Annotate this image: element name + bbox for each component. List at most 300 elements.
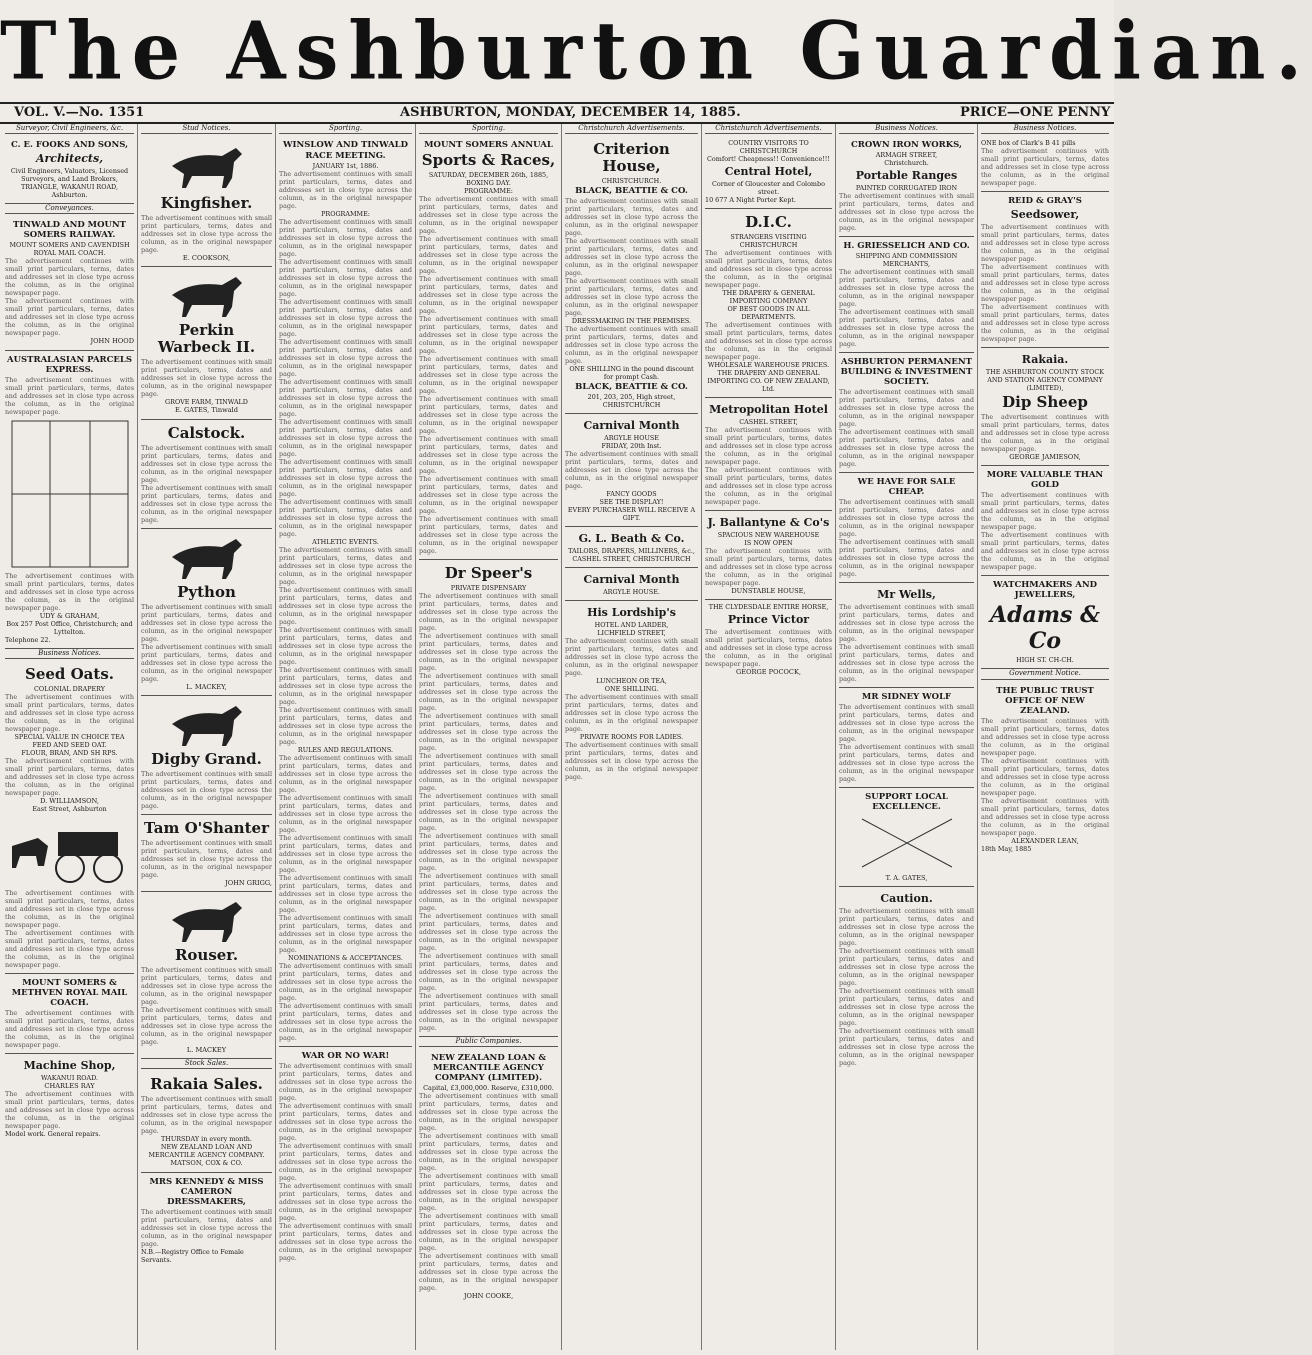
ad-line: EVERY PURCHASER WILL RECEIVE A GIFT. xyxy=(567,506,696,523)
ad-body: The advertisement continues with small print particulars, terms, dates and addresses set in close type across the column, as in the original newspaper page. xyxy=(981,531,1109,572)
ad-title: His Lordship's xyxy=(587,606,676,620)
ad-body: The advertisement continues with small print particulars, terms, dates and addresses set in close type across the column, as in the original newspaper page. xyxy=(839,703,974,744)
column-heading: Business Notices. xyxy=(839,124,974,134)
masthead xyxy=(0,0,1312,100)
ad-title: MRS KENNEDY & MISS CAMERON DRESSMAKERS, xyxy=(149,1176,264,1207)
ad-title: Python xyxy=(177,582,236,601)
ad-body: The advertisement continues with small print particulars, terms, dates and addresses set in close type across the column, as in the original newspaper page. xyxy=(5,757,134,798)
ad-body: The advertisement continues with small print particulars, terms, dates and addresses set in close type across the column, as in the original newspaper page. xyxy=(419,1172,558,1213)
ad-title: Mr Wells, xyxy=(877,588,936,602)
ad-body: The advertisement continues with small print particulars, terms, dates and addresses set in close type across the column, as in the original newspaper page. xyxy=(419,992,558,1033)
advertisement xyxy=(839,237,974,353)
ad-body: The advertisement continues with small print particulars, terms, dates and addresses set in close type across the column, as in the original newspaper page. xyxy=(705,426,832,467)
ad-subtitle: PRIVATE DISPENSARY xyxy=(450,584,527,593)
ad-signature: JOHN GRIGG, xyxy=(225,878,272,887)
ad-title: Carnival Month xyxy=(583,419,680,433)
issue-date: ASHBURTON, MONDAY, DECEMBER 14, 1885. xyxy=(400,105,741,120)
ad-city: Christchurch. xyxy=(884,159,929,168)
ad-body: The advertisement continues with small print particulars, terms, dates and addresses set in close type across the column, as in the original newspaper page. xyxy=(565,637,698,678)
ad-body: The advertisement continues with small print particulars, terms, dates and addresses set in close type across the column, as in the original newspaper page. xyxy=(419,315,558,356)
ad-body: The advertisement continues with small print particulars, terms, dates and addresses set in close type across the column, as in the original newspaper page. xyxy=(839,308,974,349)
ad-title: Caution. xyxy=(880,892,933,906)
ad-title: Perkin Warbeck II. xyxy=(157,321,256,357)
ad-body: The advertisement continues with small print particulars, terms, dates and addresses set in close type across the column, as in the original newspaper page. xyxy=(5,257,134,298)
ad-body: The advertisement continues with small print particulars, terms, dates and addresses set in close type across the column, as in the original newspaper page. xyxy=(279,1102,412,1143)
ad-subtitle: Seedsower, xyxy=(1010,208,1080,222)
ad-body: The advertisement continues with small print particulars, terms, dates and addresses set in close type across the column, as in the original newspaper page. xyxy=(279,258,412,299)
advertisement xyxy=(141,420,272,529)
ad-subtitle: ARGYLE HOUSE. xyxy=(603,588,660,597)
ad-body: The advertisement continues with small print particulars, terms, dates and addresses set in close type across the column, as in the original newspaper page. xyxy=(5,1009,134,1050)
ad-line: LUNCHEON OR TEA, xyxy=(596,677,667,686)
ad-body: The advertisement continues with small print particulars, terms, dates and addresses set in close type across the column, as in the original newspaper page. xyxy=(419,475,558,516)
ad-body: The advertisement continues with small print particulars, terms, dates and addresses set in close type across the column, as in the original newspaper page. xyxy=(839,987,974,1028)
ad-firm-logo: Adams & Co xyxy=(990,602,1100,655)
ad-body: The advertisement continues with small print particulars, terms, dates and addresses set in close type across the column, as in the original newspaper page. xyxy=(981,263,1109,304)
ad-body: The advertisement continues with small print particulars, terms, dates and addresses set in close type across the column, as in the original newspaper page. xyxy=(279,418,412,459)
advertisement xyxy=(839,473,974,583)
ad-body: The advertisement continues with small print particulars, terms, dates and addresses set in close type across the column, as in the original newspaper page. xyxy=(419,792,558,833)
ad-body: The advertisement continues with small print particulars, terms, dates and addresses set in close type across the column, as in the original newspaper page. xyxy=(419,672,558,713)
advertisement xyxy=(141,1071,272,1172)
ad-title: Carnival Month xyxy=(583,573,680,587)
ad-subtitle: RACE MEETING. xyxy=(305,151,386,162)
ad-signature: T. A. GATES, xyxy=(885,874,928,883)
column-4 xyxy=(416,124,562,1350)
ad-title: Criterion House, xyxy=(593,140,670,176)
ad-body: The advertisement continues with small print particulars, terms, dates and addresses set in close type across the column, as in the original newspaper page. xyxy=(839,1027,974,1068)
ad-title: Calstock. xyxy=(167,423,246,442)
ad-body: The advertisement continues with small print particulars, terms, dates and addresses set in close type across the column, as in the original newspaper page. xyxy=(419,235,558,276)
ad-title: SUPPORT LOCAL EXCELLENCE. xyxy=(865,792,948,813)
ad-body: The advertisement continues with small print particulars, terms, dates and addresses set in close type across the column, as in the original newspaper page. xyxy=(141,1207,272,1248)
ad-body: The advertisement continues with small print particulars, terms, dates and addresses set in close type across the column, as in the original newspaper page. xyxy=(981,716,1109,757)
ad-subtitle: Architects, xyxy=(35,152,104,166)
ad-body: The advertisement continues with small print particulars, terms, dates and addresses set in close type across the column, as in the original newspaper page. xyxy=(419,395,558,436)
ad-subtitle: TAILORS, DRAPERS, MILLINERS, &c., xyxy=(568,547,695,556)
ad-body: The advertisement continues with small print particulars, terms, dates and addresses set in close type across the column, as in the original newspaper page. xyxy=(981,413,1109,454)
ad-body: The advertisement continues with small print particulars, terms, dates and addresses set in close type across the column, as in the original newspaper page. xyxy=(279,914,412,955)
advertisement xyxy=(279,1047,412,1266)
ad-subtitle: MOUNT SOMERS AND CAVENDISH ROYAL MAIL COACH. xyxy=(9,241,130,258)
advertisement xyxy=(981,136,1109,192)
ad-signature: ALEXANDER LEAN, xyxy=(1011,836,1079,845)
ad-body: The advertisement continues with small print particulars, terms, dates and addresses set in close type across the column, as in the original newspaper page. xyxy=(5,693,134,734)
ad-line: OF BEST GOODS IN ALL DEPARTMENTS. xyxy=(727,305,810,322)
ad-title: Metropolitan Hotel xyxy=(709,403,828,417)
ad-line: PRIVATE ROOMS FOR LADIES. xyxy=(579,733,684,742)
ad-body: The advertisement continues with small print particulars, terms, dates and addresses set in close type across the column, as in the original newspaper page. xyxy=(141,838,272,879)
ad-line: SEE THE DISPLAY! xyxy=(599,498,664,507)
advertisement xyxy=(5,136,134,204)
advertisement xyxy=(141,1173,272,1268)
advertisement xyxy=(705,136,832,209)
advertisement xyxy=(419,560,558,1037)
ad-body: The advertisement continues with small print particulars, terms, dates and addresses set in close type across the column, as in the original newspaper page. xyxy=(419,752,558,793)
ad-title: MORE VALUABLE THAN GOLD xyxy=(986,470,1104,491)
advertisement xyxy=(705,398,832,511)
ad-body: Civil Engineers, Valuators, Licensed Surveyors, and Land Brokers, TRIANGLE, WAKANUI ROAD, Ashburton. xyxy=(10,167,129,200)
ad-body: The advertisement continues with small print particulars, terms, dates and addresses set in close type across the column, as in the original newspaper page. xyxy=(279,546,412,587)
ad-line: WHOLESALE WAREHOUSE PRICES. xyxy=(707,361,830,370)
ad-subtitle: SHIPPING AND COMMISSION MERCHANTS, xyxy=(855,252,958,269)
horse-image xyxy=(162,898,252,944)
ad-signature: D. WILLIAMSON, xyxy=(40,797,99,806)
ad-body: The advertisement continues with small print particulars, terms, dates and addresses set in close type across the column, as in the original newspaper page. xyxy=(279,754,412,795)
column-7 xyxy=(836,124,978,1350)
advertisement xyxy=(839,788,974,887)
horse-image xyxy=(162,702,252,748)
ad-title: Digby Grand. xyxy=(151,749,262,768)
ad-footer: Model work. General repairs. xyxy=(5,1130,101,1139)
horse-image xyxy=(162,273,252,319)
ad-body: The advertisement continues with small print particulars, terms, dates and addresses set in close type across the column, as in the original newspaper page. xyxy=(279,1062,412,1103)
ad-body: The advertisement continues with small print particulars, terms, dates and addresses set in close type across the column, as in the original newspaper page. xyxy=(705,628,832,669)
newspaper-title: The Ashburton Guardian. xyxy=(0,3,1312,98)
ad-body: The advertisement continues with small print particulars, terms, dates and addresses set in close type across the column, as in the original newspaper page. xyxy=(705,249,832,290)
ad-subtitle: ARGYLE HOUSE xyxy=(604,434,659,443)
advertisement xyxy=(419,136,558,560)
ad-footer: N.B.—Registry Office to Female Servants. xyxy=(141,1247,244,1264)
column-2 xyxy=(138,124,276,1350)
ad-title: MR SIDNEY WOLF xyxy=(861,692,952,703)
ad-farm: GROVE FARM, TINWALD xyxy=(165,398,248,407)
advertisement xyxy=(5,1054,134,1142)
ad-body: The advertisement continues with small print particulars, terms, dates and addresses set in close type across the column, as in the original newspaper page. xyxy=(279,962,412,1003)
ad-body: The advertisement continues with small print particulars, terms, dates and addresses set in close type across the column, as in the original newspaper page. xyxy=(419,1132,558,1173)
advertisement xyxy=(141,815,272,892)
ad-title: MOUNT SOMERS & METHVEN ROYAL MAIL COACH. xyxy=(11,978,128,1009)
advertisement xyxy=(141,696,272,815)
ad-capital: Capital, £3,000,000. Reserve, £310,000. xyxy=(423,1084,554,1093)
ad-city: CHRISTCHURCH xyxy=(739,241,798,250)
ad-body: The advertisement continues with small print particulars, terms, dates and addresses set in close type across the column, as in the original newspaper page. xyxy=(565,693,698,734)
ad-title: ASHBURTON PERMANENT BUILDING & INVESTMENT SOCIETY. xyxy=(840,357,973,388)
column-6 xyxy=(702,124,836,1350)
section-heading: Conveyances. xyxy=(5,204,134,214)
column-heading: Surveyor, Civil Engineers, &c. xyxy=(5,124,134,134)
ad-address: East Street, Ashburton xyxy=(32,805,107,814)
ad-title: THE PUBLIC TRUST OFFICE OF NEW ZEALAND. xyxy=(996,685,1094,716)
advertisement xyxy=(839,688,974,788)
ad-body: The advertisement continues with small print particulars, terms, dates and addresses set in close type across the column, as in the original newspaper page. xyxy=(279,1222,412,1263)
ad-section: RULES AND REGULATIONS. xyxy=(297,746,394,755)
ad-title: NEW ZEALAND LOAN & MERCANTILE AGENCY COMPANY (LIMITED). xyxy=(430,1053,547,1084)
ad-subtitle: STRANGERS VISITING xyxy=(730,233,807,242)
ad-body: The advertisement continues with small print particulars, terms, dates and addresses set in close type across the column, as in the original newspaper page. xyxy=(279,626,412,667)
advertisement xyxy=(565,601,698,785)
ad-body: The advertisement continues with small print particulars, terms, dates and addresses set in close type across the column, as in the original newspaper page. xyxy=(839,268,974,309)
advertisement xyxy=(705,600,832,680)
ad-section: PROGRAMME: xyxy=(321,210,370,219)
ad-line: THURSDAY in every month. xyxy=(161,1135,252,1144)
column-heading: Sporting. xyxy=(279,124,412,134)
ad-body: The advertisement continues with small print particulars, terms, dates and addresses set in close type across the column, as in the original newspaper page. xyxy=(565,197,698,238)
ad-body: The advertisement continues with small print particulars, terms, dates and addresses set in close type across the column, as in the original newspaper page. xyxy=(279,874,412,915)
ad-title: WAR OR NO WAR! xyxy=(301,1051,390,1062)
ad-body: The advertisement continues with small print particulars, terms, dates and addresses set in close type across the column, as in the original newspaper page. xyxy=(141,1095,272,1136)
ad-date: FRIDAY, 20th Inst. xyxy=(601,442,662,451)
advertisement xyxy=(565,136,698,414)
ad-line: THE DRAPERY AND GENERAL IMPORTING CO. OF NEW ZEALAND, Ltd. xyxy=(707,369,830,394)
ad-body: The advertisement continues with small print particulars, terms, dates and addresses set in close type across the column, as in the original newspaper page. xyxy=(419,435,558,476)
advertisement xyxy=(981,192,1109,348)
ad-address: Box 257 Post Office, Christchurch; and Lyttelton. xyxy=(6,619,133,636)
ad-title: Rakaia Sales. xyxy=(150,1075,263,1094)
ad-product: Portable Ranges xyxy=(855,169,958,183)
ad-address: CASHEL STREET, CHRISTCHURCH xyxy=(572,555,691,564)
ad-footer: 10 677 A Night Porter Kept. xyxy=(705,196,796,205)
column-heading: Stud Notices. xyxy=(141,124,272,134)
ad-body: The advertisement continues with small print particulars, terms, dates and addresses set in close type across the column, as in the original newspaper page. xyxy=(839,643,974,684)
ad-title: Prince Victor xyxy=(727,613,810,627)
section-heading: Stock Sales. xyxy=(141,1059,272,1069)
ad-title: MOUNT SOMERS ANNUAL xyxy=(424,140,553,151)
ad-subtitle: CHRISTCHURCH. xyxy=(601,177,662,186)
ad-body: The advertisement continues with small print particulars, terms, dates and addresses set in close type across the column, as in the original newspaper page. xyxy=(981,491,1109,532)
ad-title: Seed Oats. xyxy=(24,665,114,684)
ad-body: The advertisement continues with small print particulars, terms, dates and addresses set in close type across the column, as in the original newspaper page. xyxy=(565,325,698,366)
ad-body: The advertisement continues with small print particulars, terms, dates and addresses set in close type across the column, as in the original newspaper page. xyxy=(981,147,1109,188)
ad-line: IS NOW OPEN xyxy=(744,539,793,548)
ad-body: The advertisement continues with small print particulars, terms, dates and addresses set in close type across the column, as in the original newspaper page. xyxy=(839,603,974,644)
ad-line: Comfort! Cheapness!! Convenience!!! xyxy=(707,155,830,164)
ad-body: The advertisement continues with small print particulars, terms, dates and addresses set in close type across the column, as in the original newspaper page. xyxy=(279,794,412,835)
ad-body: The advertisement continues with small print particulars, terms, dates and addresses set in close type across the column, as in the original newspaper page. xyxy=(141,483,272,524)
ad-title: Dr Speer's xyxy=(444,564,533,583)
ad-place: HIGH ST. CH-CH. xyxy=(1016,656,1074,665)
volume-number: VOL. V.—No. 1351 xyxy=(14,105,145,120)
ad-body: The advertisement continues with small print particulars, terms, dates and addresses set in close type across the column, as in the original newspaper page. xyxy=(839,743,974,784)
ad-body: The advertisement continues with small print particulars, terms, dates and addresses set in close type across the column, as in the original newspaper page. xyxy=(279,666,412,707)
ad-title: ONE box of Clark's B 41 pills xyxy=(981,139,1076,148)
column-1 xyxy=(2,124,138,1350)
advertisement xyxy=(5,216,134,350)
ad-firm: BLACK, BEATTIE & CO. xyxy=(575,382,688,393)
ad-title: AUSTRALASIAN PARCELS EXPRESS. xyxy=(7,354,132,375)
advertisement xyxy=(839,353,974,473)
advertisement xyxy=(839,583,974,688)
ad-body: The advertisement continues with small print particulars, terms, dates and addresses set in close type across the column, as in the original newspaper page. xyxy=(279,170,412,211)
ad-address: Corner of Gloucester and Colombo street. xyxy=(712,180,825,197)
horse-image xyxy=(162,142,252,192)
ad-line: FLOUR, BRAN, AND SH RPS. xyxy=(21,749,118,758)
ad-body: The advertisement continues with small print particulars, terms, dates and addresses set in close type across the column, as in the original newspaper page. xyxy=(981,796,1109,837)
ad-body: The advertisement continues with small print particulars, terms, dates and addresses set in close type across the column, as in the original newspaper page. xyxy=(419,872,558,913)
ad-section: PROGRAMME: xyxy=(464,187,513,196)
ad-body: The advertisement continues with small print particulars, terms, dates and addresses set in close type across the column, as in the original newspaper page. xyxy=(141,769,272,810)
ad-firm: BLACK, BEATTIE & CO. xyxy=(575,186,688,197)
ad-line: PAINTED CORRUGATED IRON xyxy=(855,184,958,193)
ad-body: The advertisement continues with small print particulars, terms, dates and addresses set in close type across the column, as in the original newspaper page. xyxy=(141,443,272,484)
ad-body: The advertisement continues with small print particulars, terms, dates and addresses set in close type across the column, as in the original newspaper page. xyxy=(419,952,558,993)
advertisement xyxy=(565,414,698,527)
advertisement xyxy=(981,348,1109,466)
ad-body: The advertisement continues with small print particulars, terms, dates and addresses set in close type across the column, as in the original newspaper page. xyxy=(565,277,698,318)
advertisement xyxy=(141,267,272,419)
ad-signature: E. COOKSON, xyxy=(182,254,231,263)
specialities-diagram-image xyxy=(852,815,962,871)
ad-subtitle: THE ASHBURTON COUNTY STOCK AND STATION AGENCY COMPANY (LIMITED), xyxy=(985,368,1105,393)
ad-body: The advertisement continues with small print particulars, terms, dates and addresses set in close type across the column, as in the original newspaper page. xyxy=(705,466,832,507)
ad-body: The advertisement continues with small print particulars, terms, dates and addresses set in close type across the column, as in the original newspaper page. xyxy=(5,1090,134,1131)
ad-title: Rouser. xyxy=(174,946,239,965)
ad-product: Dip Sheep xyxy=(1002,393,1088,412)
ad-subtitle: CASHEL STREET, xyxy=(739,418,798,427)
ad-body: The advertisement continues with small print particulars, terms, dates and addresses set in close type across the column, as in the original newspaper page. xyxy=(419,1252,558,1293)
ad-body: The advertisement continues with small print particulars, terms, dates and addresses set in close type across the column, as in the original newspaper page. xyxy=(419,275,558,316)
ad-body: The advertisement continues with small print particulars, terms, dates and addresses set in close type across the column, as in the original newspaper page. xyxy=(419,515,558,556)
advertisement xyxy=(981,682,1109,857)
ad-signature: DUNSTABLE HOUSE, xyxy=(731,587,806,596)
ad-signature: L. MACKEY xyxy=(186,1046,227,1055)
advertisement xyxy=(5,661,134,974)
section-heading: Government Notice. xyxy=(981,669,1109,679)
ad-body: The advertisement continues with small print particulars, terms, dates and addresses set in close type across the column, as in the original newspaper page. xyxy=(279,498,412,539)
ad-body: The advertisement continues with small print particulars, terms, dates and addresses set in close type across the column, as in the original newspaper page. xyxy=(419,1212,558,1253)
advertisement xyxy=(141,892,272,1059)
ad-body: The advertisement continues with small print particulars, terms, dates and addresses set in close type across the column, as in the original newspaper page. xyxy=(279,298,412,339)
column-3 xyxy=(276,124,416,1350)
ad-body: The advertisement continues with small print particulars, terms, dates and addresses set in close type across the column, as in the original newspaper page. xyxy=(141,214,272,255)
advertisement xyxy=(565,527,698,568)
ad-signature: UDY & GRAHAM, xyxy=(39,611,100,620)
ad-body: The advertisement continues with small print particulars, terms, dates and addresses set in close type across the column, as in the original newspaper page. xyxy=(279,1182,412,1223)
ad-subtitle: Sports & Races, xyxy=(421,151,556,170)
ad-subtitle: HOTEL AND LARDER, xyxy=(594,621,669,630)
ad-title: COUNTRY VISITORS TO CHRISTCHURCH xyxy=(728,139,809,156)
dateline-bar xyxy=(0,102,1114,124)
column-8 xyxy=(978,124,1112,1350)
ad-body: The advertisement continues with small print particulars, terms, dates and addresses set in close type across the column, as in the original newspaper page. xyxy=(419,832,558,873)
ad-line: FANCY GOODS xyxy=(606,490,657,499)
ad-body: The advertisement continues with small print particulars, terms, dates and addresses set in close type across the column, as in the original newspaper page. xyxy=(839,428,974,469)
ad-line: DRESSMAKING IN THE PREMISES. xyxy=(571,317,692,326)
ad-subtitle: THE CLYDESDALE ENTIRE HORSE, xyxy=(708,603,829,612)
ad-body: The advertisement continues with small print particulars, terms, dates and addresses set in close type across the column, as in the original newspaper page. xyxy=(565,741,698,782)
ad-body: The advertisement continues with small print particulars, terms, dates and addresses set in close type across the column, as in the original newspaper page. xyxy=(981,303,1109,344)
ad-date: SATURDAY, DECEMBER 26th, 1885, BOXING DAY. xyxy=(428,171,549,188)
column-heading: Christchurch Advertisements. xyxy=(565,124,698,134)
ad-date: JANUARY 1st, 1886. xyxy=(312,162,379,171)
ad-title: CROWN IRON WORKS, xyxy=(851,140,962,151)
ad-body: The advertisement continues with small print particulars, terms, dates and addresses set in close type across the column, as in the original newspaper page. xyxy=(419,1092,558,1133)
advertisement xyxy=(5,351,134,649)
advertisement xyxy=(839,136,974,237)
ad-body: The advertisement continues with small print particulars, terms, dates and addresses set in close type across the column, as in the original newspaper page. xyxy=(705,321,832,362)
ad-body: The advertisement continues with small print particulars, terms, dates and addresses set in close type across the column, as in the original newspaper page. xyxy=(419,195,558,236)
horse-carriage-image xyxy=(8,816,132,886)
ad-signature: CHARLES RAY xyxy=(44,1082,95,1091)
ad-body: The advertisement continues with small print particulars, terms, dates and addresses set in close type across the column, as in the original newspaper page. xyxy=(141,358,272,399)
advertisement xyxy=(279,136,412,1047)
column-heading: Sporting. xyxy=(419,124,558,134)
ad-signature: E. GATES, Tinwald xyxy=(174,406,239,415)
ad-body: The advertisement continues with small print particulars, terms, dates and addresses set in close type across the column, as in the original newspaper page. xyxy=(981,223,1109,264)
ad-subtitle: WAKANUI ROAD. xyxy=(40,1074,99,1083)
ad-body: The advertisement continues with small print particulars, terms, dates and addresses set in close type across the column, as in the original newspaper page. xyxy=(279,1002,412,1043)
ad-body: The advertisement continues with small print particulars, terms, dates and addresses set in close type across the column, as in the original newspaper page. xyxy=(279,218,412,259)
column-heading: Christchurch Advertisements. xyxy=(705,124,832,134)
column-5 xyxy=(562,124,702,1350)
ad-footer: MATSON, COX & CO. xyxy=(170,1159,243,1168)
column-heading: Business Notices. xyxy=(981,124,1109,134)
ad-body: The advertisement continues with small print particulars, terms, dates and addresses set in close type across the column, as in the original newspaper page. xyxy=(839,498,974,539)
ad-body: The advertisement continues with small print particulars, terms, dates and addresses set in close type across the column, as in the original newspaper page. xyxy=(419,632,558,673)
ad-title: Tam O'Shanter xyxy=(144,818,269,837)
ad-title: G. L. Beath & Co. xyxy=(578,532,685,546)
advertisement xyxy=(705,511,832,600)
ad-body: The advertisement continues with small print particulars, terms, dates and addresses set in close type across the column, as in the original newspaper page. xyxy=(419,355,558,396)
ad-body: The advertisement continues with small print particulars, terms, dates and addresses set in close type across the column, as in the original newspaper page. xyxy=(705,547,832,588)
ad-signature: JOHN HOOD xyxy=(90,337,134,346)
ad-body: The advertisement continues with small print particulars, terms, dates and addresses set in close type across the column, as in the original newspaper page. xyxy=(279,338,412,379)
ad-line: ONE SHILLING in the pound discount for prompt Cash. xyxy=(569,365,694,382)
ad-body: The advertisement continues with small print particulars, terms, dates and addresses set in close type across the column, as in the original newspaper page. xyxy=(141,966,272,1007)
price: PRICE—ONE PENNY xyxy=(960,105,1111,120)
advertisement xyxy=(839,887,974,1071)
ad-line: SPECIAL VALUE IN CHOICE TEA xyxy=(14,733,125,742)
ad-body: The advertisement continues with small print particulars, terms, dates and addresses set in close type across the column, as in the original newspaper page. xyxy=(5,889,134,930)
ad-signature: GEORGE POCOCK, xyxy=(736,668,801,677)
ad-body: The advertisement continues with small print particulars, terms, dates and addresses set in close type across the column, as in the original newspaper page. xyxy=(981,756,1109,797)
ad-company: NEW ZEALAND LOAN AND MERCANTILE AGENCY COMPANY. xyxy=(148,1143,265,1160)
ad-title: REID & GRAY'S xyxy=(1008,196,1082,207)
ad-body: The advertisement continues with small print particulars, terms, dates and addresses set in close type across the column, as in the original newspaper page. xyxy=(419,912,558,953)
ad-body: The advertisement continues with small print particulars, terms, dates and addresses set in close type across the column, as in the original newspaper page. xyxy=(5,297,134,338)
ad-body: The advertisement continues with small print particulars, terms, dates and addresses set in close type across the column, as in the original newspaper page. xyxy=(839,538,974,579)
ad-body: The advertisement continues with small print particulars, terms, dates and addresses set in close type across the column, as in the original newspaper page. xyxy=(141,1006,272,1047)
advertisement xyxy=(705,209,832,398)
ad-title: WE HAVE FOR SALE CHEAP. xyxy=(857,477,956,498)
ad-body: The advertisement continues with small print particulars, terms, dates and addresses set in close type across the column, as in the original newspaper page. xyxy=(565,237,698,278)
ad-body: The advertisement continues with small print particulars, terms, dates and addresses set in close type across the column, as in the original newspaper page. xyxy=(141,642,272,683)
advertisement xyxy=(141,529,272,696)
ad-body: The advertisement continues with small print particulars, terms, dates and addresses set in close type across the column, as in the original newspaper page. xyxy=(839,192,974,233)
parcel-route-table-image xyxy=(10,419,130,569)
ad-body: The advertisement continues with small print particulars, terms, dates and addresses set in close type across the column, as in the original newspaper page. xyxy=(839,907,974,948)
ad-line: FEED AND SEED OAT. xyxy=(32,741,107,750)
advertisement xyxy=(419,1049,558,1304)
advertisement xyxy=(5,974,134,1054)
ad-title: C. E. FOOKS AND SONS, xyxy=(10,140,129,151)
ad-subtitle: SPACIOUS NEW WAREHOUSE xyxy=(717,531,820,540)
ad-section: ATHLETIC EVENTS. xyxy=(312,538,379,547)
ad-address: 201, 203, 205, High street, CHRISTCHURCH xyxy=(587,393,676,410)
ad-line: ONE SHILLING. xyxy=(604,685,659,694)
ad-date: 18th May, 1885 xyxy=(981,844,1032,853)
ad-body: The advertisement continues with small print particulars, terms, dates and addresses set in close type across the column, as in the original newspaper page. xyxy=(279,586,412,627)
ad-title: WATCHMAKERS AND JEWELLERS, xyxy=(992,580,1098,601)
ad-title: Kingfisher. xyxy=(160,194,253,213)
ad-body: The advertisement continues with small print particulars, terms, dates and addresses set in close type across the column, as in the original newspaper page. xyxy=(5,375,134,416)
ad-signature: GEORGE JAMIESON, xyxy=(1009,453,1081,462)
advertisement xyxy=(141,136,272,267)
ad-body: The advertisement continues with small print particulars, terms, dates and addresses set in close type across the column, as in the original newspaper page. xyxy=(279,834,412,875)
advertisement xyxy=(981,466,1109,576)
ad-body: The advertisement continues with small print particulars, terms, dates and addresses set in close type across the column, as in the original newspaper page. xyxy=(5,571,134,612)
ad-body: The advertisement continues with small print particulars, terms, dates and addresses set in close type across the column, as in the original newspaper page. xyxy=(839,947,974,988)
advertisement xyxy=(565,568,698,601)
horse-image xyxy=(162,535,252,581)
section-heading: Business Notices. xyxy=(5,649,134,659)
ad-body: The advertisement continues with small print particulars, terms, dates and addresses set in close type across the column, as in the original newspaper page. xyxy=(5,929,134,970)
ad-body: The advertisement continues with small print particulars, terms, dates and addresses set in close type across the column, as in the original newspaper page. xyxy=(279,378,412,419)
ad-body: The advertisement continues with small print particulars, terms, dates and addresses set in close type across the column, as in the original newspaper page. xyxy=(279,706,412,747)
ad-company: THE DRAPERY & GENERAL IMPORTING COMPANY xyxy=(722,289,815,306)
ad-title: WINSLOW AND TINWALD xyxy=(282,140,409,151)
ad-body: The advertisement continues with small print particulars, terms, dates and addresses set in close type across the column, as in the original newspaper page. xyxy=(279,1142,412,1183)
